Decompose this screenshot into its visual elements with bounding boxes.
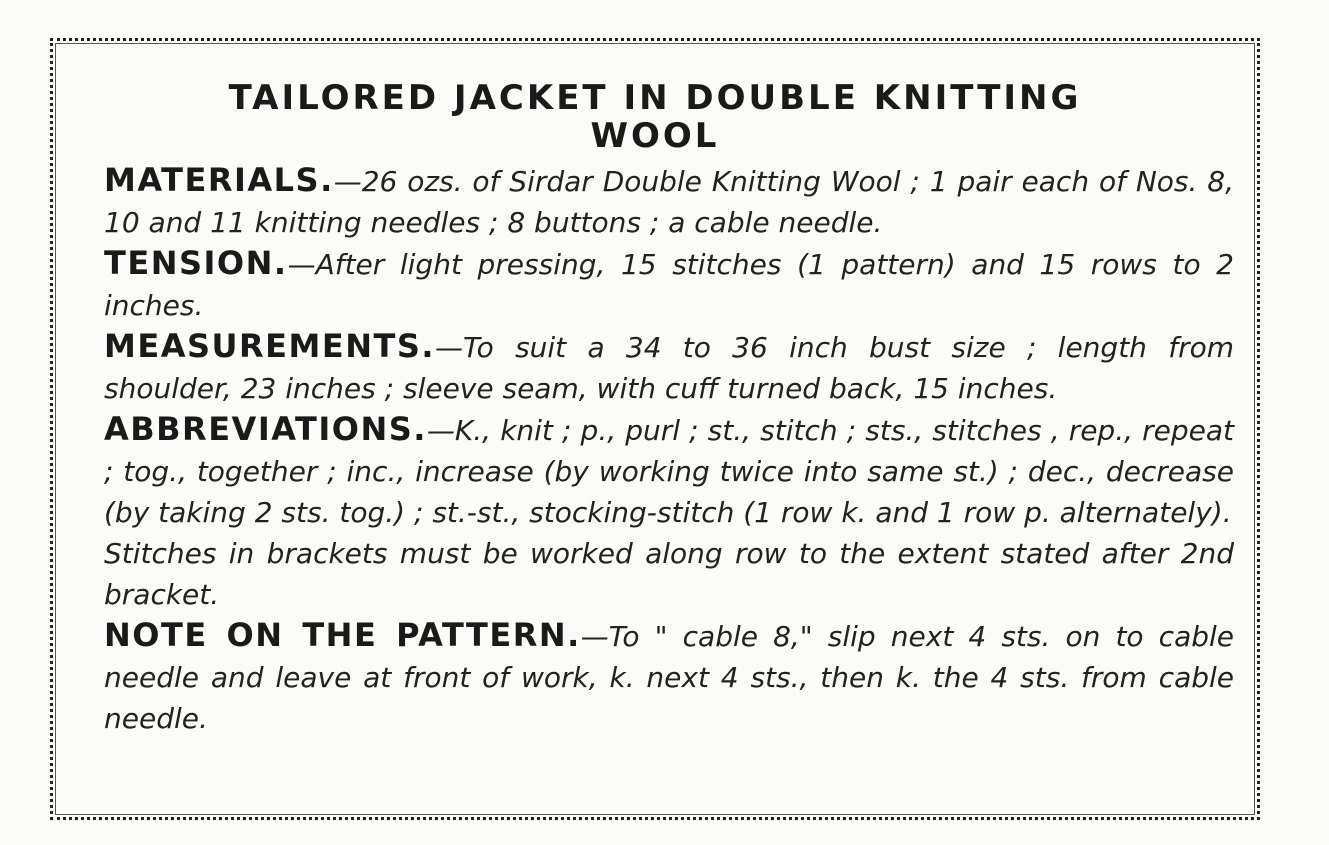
tension-text: —After light pressing, 15 stitches (1 pattern) and 15 rows to 2 inches. [104,248,1234,322]
materials-heading: MATERIALS. [104,161,334,199]
materials-paragraph [104,160,1234,243]
tension-heading: TENSION. [104,244,288,282]
measurements-heading: MEASUREMENTS. [104,327,436,365]
materials-text: —26 ozs. of Sirdar Double Knitting Wool ; 1 pair each of Nos. 8, 10 and 11 knitting needles ; 8 buttons ; a cable needle. [104,165,1234,239]
brackets-note-text: Stitches in brackets must be worked along row to the extent stated after 2nd bracket. [104,537,1234,611]
pattern-note-heading: NOTE ON THE PATTERN. [104,616,581,654]
page-title-line-1: TAILORED JACKET IN DOUBLE KNITTING [228,78,1082,118]
pattern-note-text: —To " cable 8," slip next 4 sts. on to cable needle and leave at front of work, k. next 4 sts., then k. the 4 sts. from cable needle. [104,620,1235,735]
abbreviations-paragraph [104,409,1234,533]
measurements-text: —To suit a 34 to 36 inch bust size ; length from shoulder, 23 inches ; sleeve seam, with cuff turned back, 15 inches. [104,331,1234,405]
abbreviations-text: —K., knit ; p., purl ; st., stitch ; sts., stitches , rep., repeat ; tog., together ; inc., increase (by working twice into same st.) ; dec., decrease (by taking 2 sts. tog.) ; st.-st., stocking-stitch (1 row k. and 1 row p. alternately). [104,414,1234,529]
pattern-note-paragraph [104,615,1234,739]
brackets-note-paragraph [104,533,1234,615]
tension-paragraph [104,243,1234,326]
abbreviations-heading: ABBREVIATIONS. [104,410,427,448]
page-title-line-2: WOOL [590,116,720,156]
measurements-paragraph [104,326,1234,409]
pattern-body [104,160,1234,739]
